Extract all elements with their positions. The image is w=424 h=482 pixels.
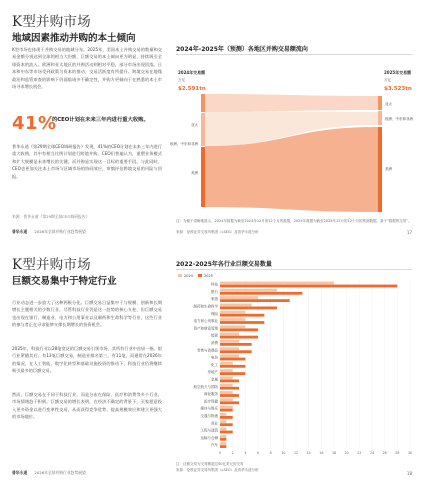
x-tick-label: 6	[256, 450, 260, 455]
category-label: 运输与仓储	[200, 435, 218, 440]
footer-text: 2026年全球并购行业趋势展望	[34, 229, 86, 234]
bar-chart-note: 注：巨额交易为交易额超过50亿美元的交易	[176, 462, 244, 466]
x-tick-label: 30	[407, 450, 413, 455]
industry-paragraph-1: 行业动态进一步放大了这种两极分化。巨额交易日益集中于与规模、创新和长期增长主题相关的少数行业。尽管科技行业仍是这一趋势的核心支柱，但巨额交易也出现在银行、制造业、电力和公用事业以及制药和生命科学等行业，这些行业的参与者正在寻求能够支撑长期增长的投资机会。	[12, 300, 162, 328]
x-tick-label: 18	[331, 450, 337, 455]
sankey-right-label-americas: 美洲	[385, 167, 392, 171]
bar-2024	[220, 428, 226, 431]
bar-2025	[220, 292, 302, 295]
bar-2024	[220, 369, 233, 372]
category-label: 保险	[211, 311, 218, 316]
x-tick-label: 16	[319, 450, 324, 455]
sankey-left-total: $2.591tn	[178, 86, 206, 92]
legend-label-2024: 2024	[184, 274, 193, 278]
bar-2025	[220, 438, 226, 441]
bar-chart-title: 2022-2025年各行业巨额交易数量	[176, 261, 272, 268]
sankey-right-total: $3.523tn	[384, 86, 412, 92]
category-label: 制造	[211, 297, 218, 302]
bar-2025	[220, 387, 239, 390]
x-tick-label: 0	[218, 450, 222, 455]
bar-2024	[220, 362, 233, 365]
page-subtitle: 巨额交易集中于特定行业	[12, 276, 117, 287]
bar-2024	[220, 377, 233, 380]
x-tick-label: 4	[244, 450, 247, 455]
highlight-percentage: 41%	[12, 113, 57, 134]
sankey-right-unit: 万亿	[384, 78, 392, 82]
category-label: 能源	[211, 333, 218, 338]
bar-chart-source: 来源：伦敦证券交易所集团（LSEG）及普华永道分析	[176, 468, 259, 472]
bar-2024	[220, 398, 233, 401]
category-label: 金属	[211, 377, 218, 382]
bar-2025	[220, 336, 258, 339]
category-label: 媒体与娱乐	[200, 406, 218, 411]
page-footer	[12, 229, 86, 235]
page-footer	[12, 470, 86, 476]
bar-2024	[220, 289, 277, 292]
bar-2025	[220, 409, 233, 412]
bar-2024	[220, 304, 252, 307]
category-label: 商业服务	[204, 392, 218, 397]
x-tick-label: 20	[344, 450, 349, 455]
x-tick-label: 14	[306, 450, 311, 455]
industry-bar-chart	[0, 241, 424, 482]
category-label: 科技	[211, 282, 218, 287]
bar-2024	[220, 282, 334, 285]
node-left-americas	[201, 147, 205, 207]
x-tick-label: 2	[231, 450, 234, 455]
intro-paragraph: K型市场也体现于并购交易的地域分布。2025年，美国本土并购交易的数量和交易金额分别达到全球的相当大份额，巨额交易的本土倾向更为明显，持续吸引全球资本的流入。欧洲和亚太地区的并购活动则相对平稳，部分市场出现回落。日本和中东等市场受到政策与资本的推动，交易活跃度有所提升。跨境交易在地缘政治和监管审查的影响下仍面临诸多不确定性，并购方更倾向于在熟悉的本土市场寻求增长机会。	[12, 47, 162, 90]
bar-2024	[220, 391, 233, 394]
bar-2024	[220, 413, 226, 416]
bar-2024	[220, 435, 226, 438]
bar-2024	[220, 311, 245, 314]
node-left-emea	[201, 113, 205, 146]
legend-label-2025: 2025	[204, 274, 213, 278]
x-tick-label: 24	[369, 450, 375, 455]
bar-2024	[220, 347, 239, 350]
bar-2025	[220, 307, 277, 310]
node-right-americas	[378, 127, 382, 212]
source-note: 来源：普华永道《第29期全球CEO调研报告》	[12, 214, 90, 219]
category-label: 医疗保健	[204, 399, 218, 404]
sankey-left-unit: 万亿	[178, 78, 186, 82]
page-subtitle: 地域因素推动并购的本土倾向	[12, 33, 136, 44]
bar-2025	[220, 299, 290, 302]
node-right-emea	[378, 111, 382, 125]
category-label: 资产和财富管理	[193, 326, 218, 331]
bar-2025	[220, 380, 239, 383]
bar-2024	[220, 420, 226, 423]
category-label: 汽车	[211, 443, 218, 448]
page-number: 18	[406, 471, 412, 476]
sankey-right-label-emea: 欧洲、中东和非洲	[385, 117, 413, 121]
footer-brand: 普华永道	[12, 229, 28, 234]
category-label: 制药和生命科学	[193, 304, 218, 309]
x-tick-label: 12	[293, 450, 299, 455]
bar-2024	[220, 296, 258, 299]
industry-paragraph-3: 然而，巨额交易在不同于科技行业，而是分布在保险、医疗和消费等多个行业，市场情绪趋于积极。巨额交易的增长表明，在经济不确定的背景下，买家愿意投入更多资金以进行变革性交易，从而获得竞争优势、提高规模效应和建立更强大的市场地位。	[12, 392, 162, 420]
sankey-left-year: 2024年交易额	[178, 70, 206, 75]
bar-2025	[220, 372, 245, 375]
bar-2024	[220, 340, 239, 343]
bar-2025	[220, 350, 252, 353]
bar-2024	[220, 325, 245, 328]
bar-2025	[220, 314, 264, 317]
bar-2024	[220, 318, 245, 321]
category-label: 电信	[211, 355, 218, 360]
bar-2025	[220, 401, 239, 404]
bar-2025	[220, 358, 245, 361]
bar-2025	[220, 431, 233, 434]
legend-swatch-2024	[178, 274, 182, 277]
sankey-note: 注：为便于清晰地展示，2024年数据为截至2024年12月的12个月的数据，2025年数据为截至2025年12月的12个月的预测数据。基于“数据的交易”。	[176, 219, 412, 223]
category-label: 零售与消费品	[197, 348, 218, 353]
survey-paragraph: 普华永道《第29期全球CEO调研报告》发现，41%的CEO计划在未来三年内进行重大收购，其中有相当比例计划进行跨境并购。CEO们普遍认为，重塑业务模式和扩大规模是未来增长的关键，而并购是实现这一目标的重要手段。与此同时，CEO也更加关注本土市场与区域市场的协同效应，审慎评估跨境交易的风险与回报。	[12, 144, 162, 179]
legend-swatch-2025	[198, 274, 202, 277]
bar-2025	[220, 416, 233, 419]
bar-2024	[220, 333, 239, 336]
x-tick-label: 8	[269, 450, 272, 455]
industry-paragraph-2: 2025年，科技行业以28笔宽泛的巨额交易引领市场，其所有行业中首屈一指。银行业紧随其后，有13笔巨额交易，制造业排名第三，有11笔，而通常在2026年的情况，在人工智能、数字化转型和基础设施投资的推动下，科技行业仍将继续吸引最多的巨额交易。	[12, 346, 162, 374]
bar-2024	[220, 442, 226, 445]
node-right-apac	[378, 96, 382, 110]
bar-2025	[220, 343, 252, 346]
sankey-right-label-apac: 亚太	[385, 102, 392, 106]
category-label: 工程与建筑	[200, 428, 218, 433]
footer-text: 2026年全球并购行业趋势展望	[34, 470, 86, 475]
bar-2025	[220, 285, 397, 288]
category-label: 航空航天与国防	[193, 384, 218, 389]
footer-brand: 普华永道	[12, 470, 28, 475]
sankey-left-label-americas: 美洲	[191, 171, 198, 175]
node-left-apac	[201, 94, 205, 112]
sankey-title: 2024年-2025年（预测）各地区并购交易额流向	[176, 46, 308, 53]
category-label: 交通与物流	[200, 414, 218, 418]
x-tick-label: 22	[357, 450, 362, 455]
x-tick-label: 26	[382, 450, 387, 455]
category-label: 商业	[211, 421, 218, 426]
flow-apac	[205, 94, 378, 112]
bar-2025	[220, 423, 233, 426]
category-label: 房地产	[207, 370, 218, 375]
page-title: K型并购市场	[12, 257, 91, 273]
bar-2025	[220, 394, 239, 397]
x-tick-label: 28	[395, 450, 400, 455]
sankey-left-label-apac: 亚太	[191, 123, 198, 127]
page-title: K型并购市场	[12, 14, 91, 30]
category-label: 银行	[211, 289, 218, 294]
category-label: 化工	[211, 362, 218, 367]
sankey-source: 来源：伦敦证券交易所集团（LSEG）及普华永道分析	[176, 230, 259, 234]
category-label: 电力和公用事业	[193, 319, 218, 324]
sankey-left-label-emea: 欧洲、中东和非洲	[170, 142, 198, 146]
bar-2024	[220, 406, 233, 409]
bar-2025	[220, 365, 245, 368]
sankey-right-year: 2025年交易额	[384, 70, 412, 75]
page-number: 17	[406, 230, 412, 235]
report-page-18	[0, 241, 424, 482]
bar-2024	[220, 384, 233, 387]
bar-2025	[220, 328, 258, 331]
bar-2025	[220, 321, 264, 324]
bar-2025	[220, 445, 226, 448]
category-label: 消费	[211, 341, 218, 345]
x-tick-label: 10	[281, 450, 286, 455]
highlight-caption: 的CEO计划在未来三年内进行重大收购。	[52, 117, 149, 123]
bar-2024	[220, 355, 239, 358]
